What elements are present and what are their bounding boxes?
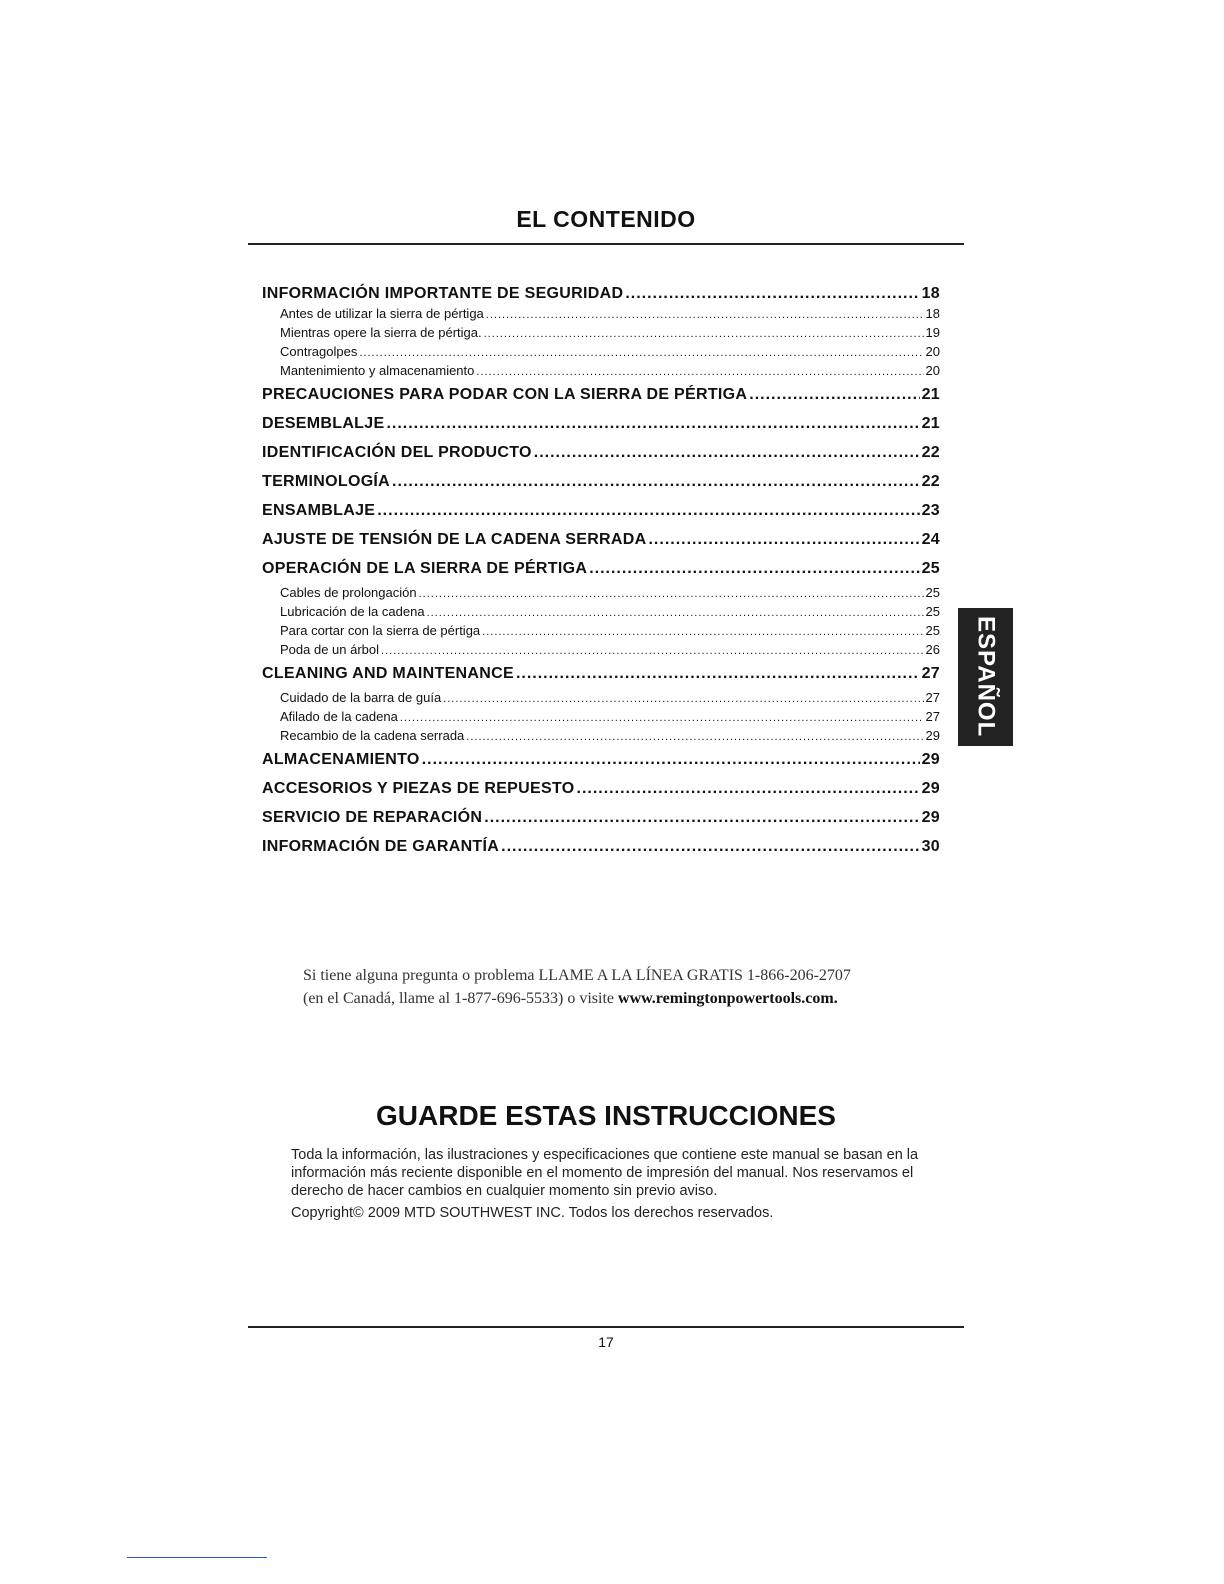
toc-page-number: 21 <box>921 386 940 403</box>
toc-subsection <box>262 621 940 640</box>
toc-label: AJUSTE DE TENSIÓN DE LA CADENA SERRADA <box>262 531 647 548</box>
toc-label: IDENTIFICACIÓN DEL PRODUCTO <box>262 444 532 461</box>
toc-leader-dots <box>392 467 920 496</box>
help-line-2 <box>303 987 923 1010</box>
toc-leader-dots <box>486 304 924 323</box>
page-number: 17 <box>598 1334 614 1350</box>
toc-label: INFORMACIÓN IMPORTANTE DE SEGURIDAD <box>262 285 624 302</box>
notice <box>291 1146 941 1222</box>
toc-page-number: 25 <box>925 623 940 638</box>
toc-leader-dots <box>484 803 919 832</box>
toc-page-number: 24 <box>921 531 940 548</box>
toc-page-number: 22 <box>921 444 940 461</box>
toc-section <box>262 380 940 409</box>
toc-label: ALMACENAMIENTO <box>262 751 420 768</box>
toc-section <box>262 803 940 832</box>
toc-leader-dots <box>749 380 919 409</box>
toc-page-number: 23 <box>921 502 940 519</box>
toc-page-number: 20 <box>925 344 940 359</box>
toc-leader-dots <box>648 525 919 554</box>
toc-subsection <box>262 726 940 745</box>
toc-label: Contragolpes <box>280 344 358 359</box>
title-rule <box>248 243 964 245</box>
toc-section <box>262 659 940 688</box>
footer-link-line <box>127 1557 267 1558</box>
toc-subsection <box>262 583 940 602</box>
toc-leader-dots <box>625 282 919 304</box>
save-instructions-title: GUARDE ESTAS INSTRUCCIONES <box>376 1100 836 1131</box>
toc-leader-dots <box>589 554 919 583</box>
toc-label: Cables de prolongación <box>280 585 417 600</box>
toc-subsection <box>262 640 940 659</box>
toc-page-number: 25 <box>925 604 940 619</box>
toc-section <box>262 554 940 583</box>
toc-leader-dots <box>466 726 923 745</box>
toc-subsection <box>262 342 940 361</box>
toc-page-number: 26 <box>925 642 940 657</box>
toc-label: OPERACIÓN DE LA SIERRA DE PÉRTIGA <box>262 560 588 577</box>
toc-leader-dots <box>377 496 919 525</box>
toc-page-number: 19 <box>925 325 940 340</box>
toc-leader-dots <box>443 688 923 707</box>
toc-label: Mantenimiento y almacenamiento <box>280 363 475 378</box>
copyright: Copyright© 2009 MTD SOUTHWEST INC. Todos los derechos reservados. <box>291 1205 774 1221</box>
website-link[interactable]: www.remingtonpowertools.com. <box>618 990 838 1007</box>
toc-label: Afilado de la cadena <box>280 709 398 724</box>
toc-label: Lubricación de la cadena <box>280 604 425 619</box>
toc-section <box>262 438 940 467</box>
toc-leader-dots <box>482 621 923 640</box>
toc-leader-dots <box>386 409 919 438</box>
toc-label: Para cortar con la sierra de pértiga <box>280 623 481 638</box>
toc-page-number: 25 <box>925 585 940 600</box>
toc-leader-dots <box>516 659 920 688</box>
help-line <box>303 964 923 1010</box>
toc-leader-dots <box>501 832 919 861</box>
toc-page-number: 29 <box>925 728 940 743</box>
toc-page-number: 27 <box>925 690 940 705</box>
toc-subsection <box>262 323 940 342</box>
toc-label: INFORMACIÓN DE GARANTÍA <box>262 838 500 855</box>
toc-leader-dots <box>381 640 924 659</box>
toc-leader-dots <box>419 583 924 602</box>
toc-page-number: 29 <box>921 809 940 826</box>
language-tab-label: ESPAÑOL <box>972 616 1000 738</box>
toc-leader-dots <box>534 438 920 467</box>
help-line-2-text: (en el Canadá, llame al 1-877-696-5533) o visite <box>303 990 615 1007</box>
toc-label: Mientras opere la sierra de pértiga. <box>280 325 482 340</box>
toc-label: Antes de utilizar la sierra de pértiga <box>280 306 484 321</box>
toc-label: DESEMBLALJE <box>262 415 385 432</box>
toc-page-number: 29 <box>921 780 940 797</box>
toc-section <box>262 409 940 438</box>
toc-section <box>262 525 940 554</box>
toc-subsection <box>262 304 940 323</box>
toc-label: Poda de un árbol <box>280 642 380 657</box>
toc-leader-dots <box>484 323 924 342</box>
toc-page-number: 20 <box>925 363 940 378</box>
toc-leader-dots <box>422 745 920 774</box>
toc-section <box>262 745 940 774</box>
help-line-1: Si tiene alguna pregunta o problema LLAME A LA LÍNEA GRATIS 1-866-206-2707 <box>303 967 851 984</box>
toc-page-number: 29 <box>921 751 940 768</box>
toc-label: ENSAMBLAJE <box>262 502 376 519</box>
toc-label: Cuidado de la barra de guía <box>280 690 442 705</box>
toc-label: TERMINOLOGÍA <box>262 473 391 490</box>
toc-subsection <box>262 707 940 726</box>
toc-section <box>262 774 940 803</box>
toc-page-number: 25 <box>921 560 940 577</box>
toc-subsection <box>262 688 940 707</box>
page-title: EL CONTENIDO <box>516 206 696 232</box>
toc-section <box>262 832 940 861</box>
toc-page-number: 18 <box>925 306 940 321</box>
toc-subsection <box>262 361 940 380</box>
language-tab <box>958 608 1013 746</box>
toc-label: ACCESORIOS Y PIEZAS DE REPUESTO <box>262 780 575 797</box>
toc-page-number: 30 <box>921 838 940 855</box>
table-of-contents <box>262 282 940 861</box>
notice-text: Toda la información, las ilustraciones y especificaciones que contiene este manual se basan en la información más reciente disponible en el momento de impresión del manual. Nos reservamos el derecho de hacer cambios en cualquier momento sin previo aviso. <box>291 1147 919 1199</box>
toc-page-number: 22 <box>921 473 940 490</box>
toc-section <box>262 496 940 525</box>
toc-label: SERVICIO DE REPARACIÓN <box>262 809 483 826</box>
toc-label: PRECAUCIONES PARA PODAR CON LA SIERRA DE PÉRTIGA <box>262 386 748 403</box>
toc-label: Recambio de la cadena serrada <box>280 728 465 743</box>
toc-section <box>262 467 940 496</box>
toc-page-number: 18 <box>921 285 940 302</box>
toc-page-number: 27 <box>925 709 940 724</box>
toc-leader-dots <box>476 361 923 380</box>
toc-leader-dots <box>400 707 924 726</box>
footer-rule <box>248 1326 964 1328</box>
toc-label: CLEANING AND MAINTENANCE <box>262 665 514 682</box>
toc-subsection <box>262 602 940 621</box>
toc-page-number: 27 <box>921 665 940 682</box>
toc-page-number: 21 <box>921 415 940 432</box>
toc-section <box>262 282 940 304</box>
toc-leader-dots <box>577 774 920 803</box>
toc-leader-dots <box>359 342 923 361</box>
toc-leader-dots <box>427 602 924 621</box>
